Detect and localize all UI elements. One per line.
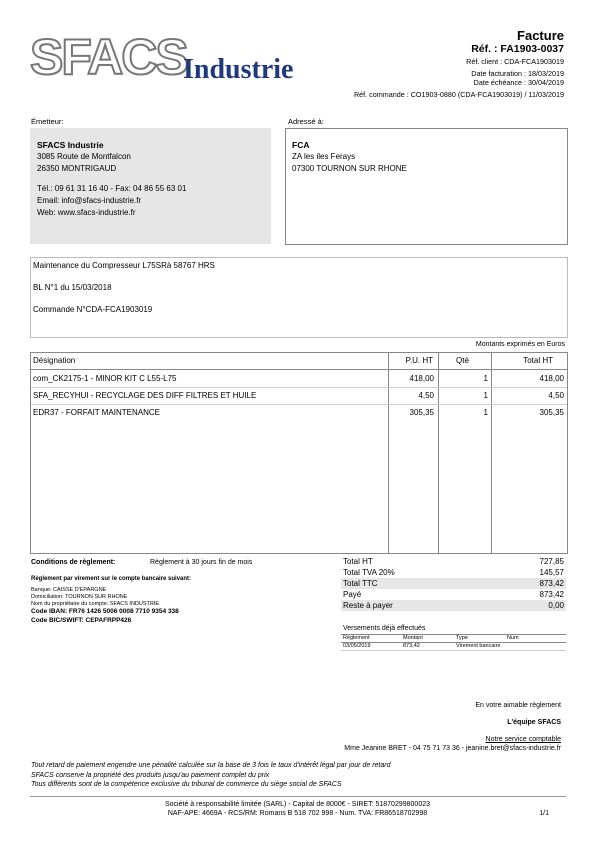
sender-address-line1: 3085 Route de Montfalcon [37,152,131,161]
legal-late-payment: Tout retard de paiement engendre une pénalité calculée sur la base de 3 fois le taux d'intérêt légal par jour de retard [31,762,391,769]
footer-registration-info: NAF-APE: 4669A - RCS/RM: Romans B 518 702 998 - Num. TVA: FR86518702998 [167,810,428,817]
recipient-label: Adressé à: [288,117,324,126]
closing-team: L'équipe SFACS [507,719,561,726]
bic-swift: Code BIC/SWIFT: CEPAFRPP426 [31,617,132,624]
company-logo: SFACS [30,29,187,85]
total-ht-value: 727,85 [539,557,564,566]
footer-divider [30,796,566,797]
total-tva-row [341,567,566,578]
header-unit-price: P.U. HT [405,356,433,365]
remaining-row [341,600,566,611]
payments-title: Versements déjà effectués [343,625,426,632]
row3-quantity: 1 [483,408,488,417]
column-divider [388,353,389,553]
paid-value: 873,42 [539,590,564,599]
row3-unit-price: 305,35 [409,408,434,417]
row1-designation: com_CK2175-1 - MINOR KIT C L55-L75 [33,374,177,383]
header-quantity: Qté [456,356,469,365]
client-reference: Réf. client : CDA-FCA1903019 [466,57,564,66]
document-title: Facture [517,28,564,43]
header-designation: Désignation [33,356,76,365]
page-number: 1/1 [539,810,549,817]
bank-domiciliation: Domiciliation: TOURNON SUR RHONE [31,594,128,600]
paid-row [341,589,566,600]
total-ttc-label: Total TTC [343,579,378,588]
description-line1: Maintenance du Compresseur L75SRà 58767 HRS [33,261,215,270]
legal-ownership: SFACS conserve la propriété des produits jusqu'au paiement complet du prix [31,772,270,779]
row2-quantity: 1 [483,391,488,400]
payments-divider [341,650,566,651]
recipient-box [285,128,568,245]
recipient-address-line1: ZA les iles Ferays [292,152,356,161]
sender-label: Émetteur: [31,117,64,126]
payment-date: 03/05/2019 [343,643,371,649]
payment-type: Virement bancaire [456,643,501,649]
payments-header-montant: Montant [403,635,423,641]
column-divider [491,353,492,553]
legal-jurisdiction: Tous différents sont de la compétence exclusive du tribunal de commerce du siège social de SFACS [31,781,342,788]
due-date: Date échéance : 30/04/2019 [473,78,564,87]
row2-unit-price: 4,50 [418,391,434,400]
sender-address-line2: 26350 MONTRIGAUD [37,164,117,173]
bank-transfer-title: Règlement par virement sur le compte bancaire suivant: [31,576,192,582]
description-line3: Commande N°CDA-FCA1903019 [33,305,153,314]
sender-phone: Tél.: 09 61 31 16 40 - Fax: 04 86 55 63 01 [37,184,187,193]
accounting-service: Notre service comptable [485,736,561,743]
recipient-name: FCA [292,140,310,150]
account-owner: Nom du propriétaire du compte: SFACS INDUSTRIE [31,601,160,607]
sender-website: Web: www.sfacs-industrie.fr [37,208,136,217]
payments-header-reglement: Règlement [343,635,370,641]
column-divider [438,353,439,553]
total-tva-label: Total TVA 20% [343,568,395,577]
row3-designation: EDR37 - FORFAIT MAINTENANCE [33,408,160,417]
invoice-description [30,257,568,338]
items-table [30,352,568,554]
currency-note: Montants exprimés en Euros [475,341,565,348]
payments-divider [341,634,566,635]
footer-company-info: Société à responsabilité limitée (SARL) - Capital de 8000€ - SIRET: 51870299800023 [165,801,430,808]
order-reference: Réf. commande : CO1903-0880 (CDA-FCA1903019) / 11/03/2019 [353,90,564,99]
description-line2: BL N°1 du 15/03/2018 [33,283,112,292]
total-ht-row [341,556,566,567]
total-tva-value: 145,57 [539,568,564,577]
invoice-date: Date facturation : 18/03/2019 [471,69,564,78]
closing-regards: En votre aimable règlement [475,702,561,709]
invoice-reference: Réf. : FA1903-0037 [471,43,564,55]
payments-header-num: Num [507,635,519,641]
payments-header-type: Type [456,635,468,641]
total-ttc-row [341,578,566,589]
header-total: Total HT [523,356,553,365]
total-ht-label: Total HT [343,557,373,566]
payment-terms-value: Règlement à 30 jours fin de mois [150,559,253,566]
row2-total: 4,50 [548,391,564,400]
payment-amount: 873,42 [403,643,420,649]
bank-name: Banque: CAISSE D'EPARGNE [31,587,107,593]
company-logo-suffix: Industrie [183,54,294,85]
sender-name: SFACS Industrie [37,140,104,150]
total-ttc-value: 873,42 [539,579,564,588]
sender-box [30,128,271,244]
table-header [31,353,567,370]
row1-quantity: 1 [483,374,488,383]
recipient-address-line2: 07300 TOURNON SUR RHONE [292,164,407,173]
remaining-label: Reste à payer [343,601,393,610]
payments-divider [341,642,566,643]
sender-email: Email: info@sfacs-industrie.fr [37,196,142,205]
accounting-contact[interactable]: Mme Jeanine BRET - 04 75 71 73 36 - jeanine.bret@sfacs-industrie.fr [344,745,561,752]
remaining-value: 0,00 [548,601,564,610]
row1-unit-price: 418,00 [409,374,434,383]
row2-designation: SFA_RECYHUI - RECYCLAGE DES DIFF FILTRES ET HUILE [33,391,257,400]
iban: Code IBAN: FR76 1426 5006 0008 7710 9354 338 [31,608,179,615]
row3-total: 305,35 [539,408,564,417]
paid-label: Payé [343,590,362,599]
payment-terms-label: Conditions de règlement: [31,559,116,566]
row1-total: 418,00 [539,374,564,383]
